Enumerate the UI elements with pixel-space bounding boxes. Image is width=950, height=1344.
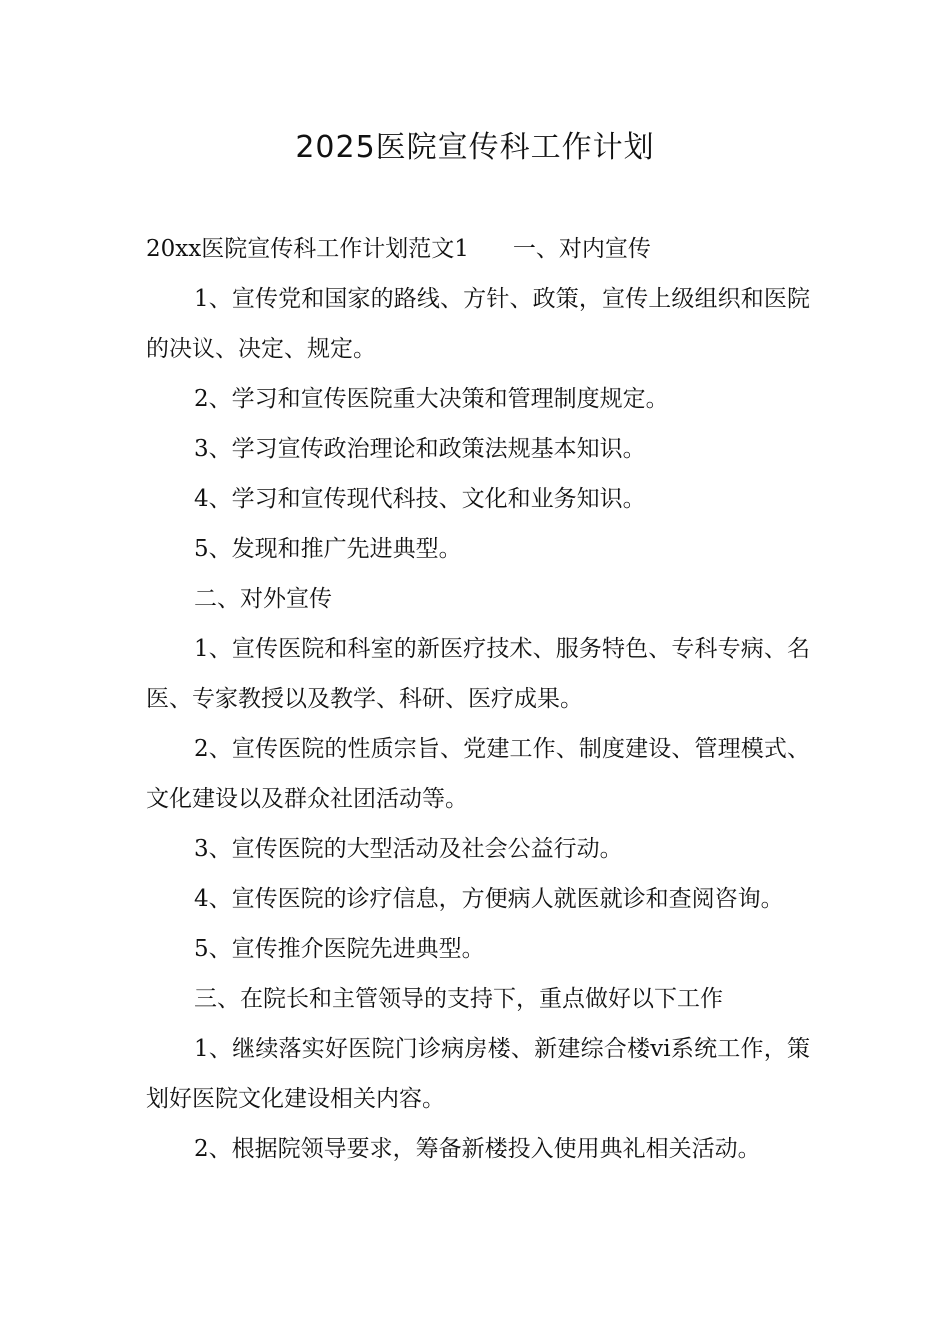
section-heading: 三、在院长和主管领导的支持下，重点做好以下工作: [194, 986, 723, 1012]
intro-label: 20xx医院宣传科工作计划范文1: [146, 236, 469, 262]
paragraph: 1、宣传医院和科室的新医疗技术、服务特色、专科专病、名医、专家教授以及教学、科研、医疗成果。: [146, 636, 810, 712]
document-title: 2025医院宣传科工作计划: [295, 130, 655, 165]
section-heading-internal: 一、对内宣传: [512, 236, 651, 262]
intro-line: [146, 224, 810, 274]
paragraph: 1、继续落实好医院门诊病房楼、新建综合楼vi系统工作，策划好医院文化建设相关内容。: [146, 1036, 810, 1112]
paragraph: 2、宣传医院的性质宗旨、党建工作、制度建设、管理模式、文化建设以及群众社团活动等。: [146, 736, 810, 812]
paragraph: 4、宣传医院的诊疗信息，方便病人就医就诊和查阅咨询。: [194, 886, 784, 912]
paragraph: 3、宣传医院的大型活动及社会公益行动。: [194, 836, 623, 862]
paragraph: 5、宣传推介医院先进典型。: [194, 936, 485, 962]
paragraph: 2、学习和宣传医院重大决策和管理制度规定。: [194, 386, 669, 412]
paragraph: 4、学习和宣传现代科技、文化和业务知识。: [194, 486, 646, 512]
paragraph: 5、发现和推广先进典型。: [194, 536, 462, 562]
document-body: [146, 224, 810, 1174]
paragraph: 2、根据院领导要求，筹备新楼投入使用典礼相关活动。: [194, 1136, 761, 1162]
section-heading: 二、对外宣传: [194, 586, 332, 612]
paragraph: 3、学习宣传政治理论和政策法规基本知识。: [194, 436, 646, 462]
paragraph: 1、宣传党和国家的路线、方针、政策，宣传上级组织和医院的决议、决定、规定。: [146, 286, 810, 362]
